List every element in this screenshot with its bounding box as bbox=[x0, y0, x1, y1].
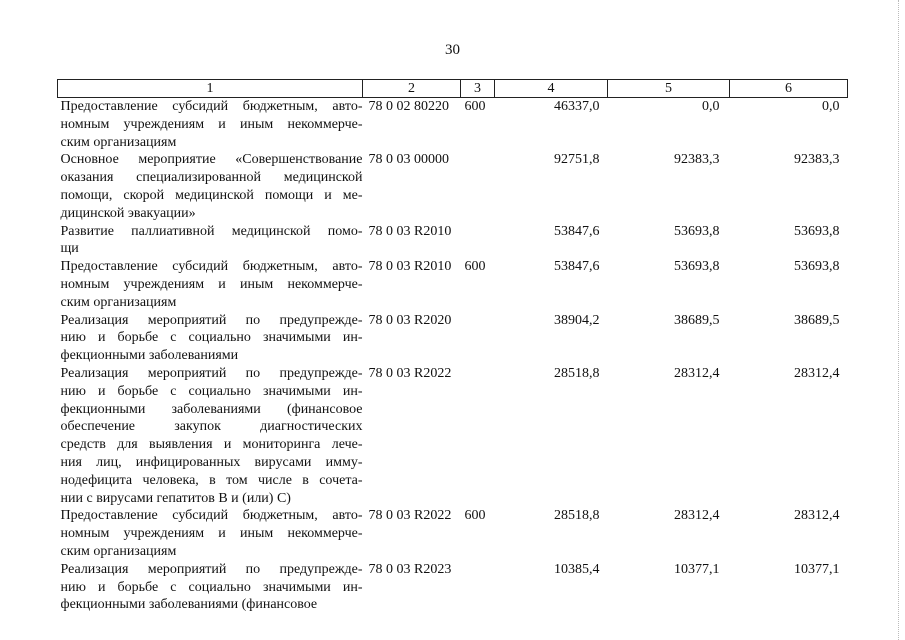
row-name bbox=[58, 561, 363, 614]
row-name-line: помощи, скорой медицинской помощи и ме- bbox=[60, 187, 363, 203]
row-value-col5: 28312,4 bbox=[674, 508, 720, 524]
row-name-line: ским организациям bbox=[60, 294, 177, 310]
table-row bbox=[58, 507, 848, 560]
row-name-line: фекционными заболеваниями (финансовое bbox=[60, 401, 363, 417]
table-row bbox=[58, 151, 848, 222]
row-value-col6: 28312,4 bbox=[794, 508, 840, 524]
header-col-3: 3 bbox=[461, 80, 495, 98]
row-name-line: ским организациям bbox=[60, 543, 177, 559]
row-name-line: ским организациям bbox=[60, 134, 177, 150]
row-name-line: Предоставление субсидий бюджетным, авто- bbox=[60, 99, 363, 114]
row-code: 78 0 02 80220 bbox=[368, 99, 449, 114]
row-expense-type bbox=[461, 312, 495, 365]
row-name-line: номным учреждениям и иным некоммерче- bbox=[60, 276, 363, 292]
row-name bbox=[58, 507, 363, 560]
table-row bbox=[58, 365, 848, 507]
row-name-line: нии с вирусами гепатитов B и (или) C) bbox=[60, 490, 291, 506]
row-value-col6: 38689,5 bbox=[794, 312, 840, 328]
row-name bbox=[58, 98, 363, 152]
header-row bbox=[58, 80, 848, 98]
header-col-6: 6 bbox=[730, 80, 848, 98]
row-expense-type bbox=[461, 151, 495, 222]
row-code: 78 0 03 R2022 bbox=[368, 365, 452, 381]
row-name-line: нию и борьбе с социально значимыми ин- bbox=[60, 330, 363, 346]
row-value-col5: 53693,8 bbox=[674, 223, 720, 239]
row-name-line: фекционными заболеваниями bbox=[60, 348, 239, 364]
table-row bbox=[58, 561, 848, 614]
row-name-line: оказания специализированной медицинской bbox=[60, 170, 363, 186]
row-code: 78 0 03 R2022 bbox=[368, 508, 452, 524]
row-name-line: ния лиц, инфицированных вирусами имму- bbox=[60, 454, 363, 470]
row-value-col4: 38904,2 bbox=[554, 312, 600, 328]
row-code: 78 0 03 R2010 bbox=[368, 259, 452, 275]
table-row bbox=[58, 258, 848, 311]
row-name-line: Основное мероприятие «Совершенствование bbox=[60, 152, 363, 168]
row-code: 78 0 03 R2010 bbox=[368, 223, 452, 239]
row-value-col5: 10377,1 bbox=[674, 561, 720, 577]
row-value-col4: 28518,8 bbox=[554, 508, 600, 524]
row-name-line: нию и борьбе с социально значимыми ин- bbox=[60, 383, 363, 399]
table-row bbox=[58, 98, 848, 152]
row-name bbox=[58, 258, 363, 311]
row-name bbox=[58, 312, 363, 365]
row-name-line: номным учреждениям и иным некоммерче- bbox=[60, 526, 363, 542]
page-edge bbox=[897, 0, 899, 640]
table-row bbox=[58, 312, 848, 365]
row-name-line: щи bbox=[60, 241, 79, 257]
row-expense-type bbox=[461, 223, 495, 259]
row-value-col6: 10377,1 bbox=[794, 561, 840, 577]
row-name-line: номным учреждениям и иным некоммерче- bbox=[60, 116, 363, 132]
row-expense-type: 600 bbox=[464, 508, 486, 524]
row-name-line: Реализация мероприятий по предупрежде- bbox=[60, 312, 363, 328]
row-name-line: фекционными заболеваниями (финансовое bbox=[60, 597, 318, 613]
table-body bbox=[58, 98, 848, 615]
row-value-col6: 0,0 bbox=[822, 99, 840, 114]
table-row bbox=[58, 223, 848, 259]
header-col-2: 2 bbox=[363, 80, 461, 98]
row-name-line: обеспечение закупок диагностических bbox=[60, 419, 363, 435]
row-value-col4: 28518,8 bbox=[554, 365, 600, 381]
row-name-line: нию и борьбе с социально значимыми ин- bbox=[60, 579, 363, 595]
row-value-col5: 53693,8 bbox=[674, 259, 720, 275]
row-value-col5: 0,0 bbox=[702, 99, 720, 114]
row-value-col4: 53847,6 bbox=[554, 259, 600, 275]
row-name-line: средств для выявления и мониторинга лече- bbox=[60, 437, 363, 453]
row-value-col5: 92383,3 bbox=[674, 152, 720, 168]
row-code: 78 0 03 R2020 bbox=[368, 312, 452, 328]
header-col-1: 1 bbox=[58, 80, 363, 98]
row-code: 78 0 03 00000 bbox=[368, 152, 449, 168]
row-value-col4: 53847,6 bbox=[554, 223, 600, 239]
row-name-line: Предоставление субсидий бюджетным, авто- bbox=[60, 259, 363, 275]
row-name-line: нодефицита человека, в том числе в сочета- bbox=[60, 472, 363, 488]
table-header bbox=[58, 80, 848, 98]
budget-table bbox=[57, 79, 848, 614]
row-name bbox=[58, 151, 363, 222]
row-name-line: Предоставление субсидий бюджетным, авто- bbox=[60, 508, 363, 524]
page-number: 30 bbox=[445, 42, 460, 58]
row-name-line: Развитие паллиативной медицинской помо- bbox=[60, 223, 363, 239]
header-col-5: 5 bbox=[608, 80, 730, 98]
row-expense-type bbox=[461, 365, 495, 507]
row-value-col6: 53693,8 bbox=[794, 223, 840, 239]
row-value-col4: 10385,4 bbox=[554, 561, 600, 577]
row-value-col5: 38689,5 bbox=[674, 312, 720, 328]
row-name bbox=[58, 365, 363, 507]
header-col-4: 4 bbox=[495, 80, 608, 98]
row-value-col4: 46337,0 bbox=[554, 99, 600, 114]
row-name bbox=[58, 223, 363, 259]
row-expense-type bbox=[461, 561, 495, 614]
row-value-col6: 92383,3 bbox=[794, 152, 840, 168]
row-value-col6: 28312,4 bbox=[794, 365, 840, 381]
row-value-col6: 53693,8 bbox=[794, 259, 840, 275]
row-name-line: Реализация мероприятий по предупрежде- bbox=[60, 365, 363, 381]
row-value-col5: 28312,4 bbox=[674, 365, 720, 381]
row-expense-type: 600 bbox=[464, 259, 486, 275]
row-name-line: дицинской эвакуации» bbox=[60, 205, 196, 221]
row-code: 78 0 03 R2023 bbox=[368, 561, 452, 577]
row-value-col4: 92751,8 bbox=[554, 152, 600, 168]
row-name-line: Реализация мероприятий по предупрежде- bbox=[60, 561, 363, 577]
row-expense-type: 600 bbox=[464, 99, 486, 114]
